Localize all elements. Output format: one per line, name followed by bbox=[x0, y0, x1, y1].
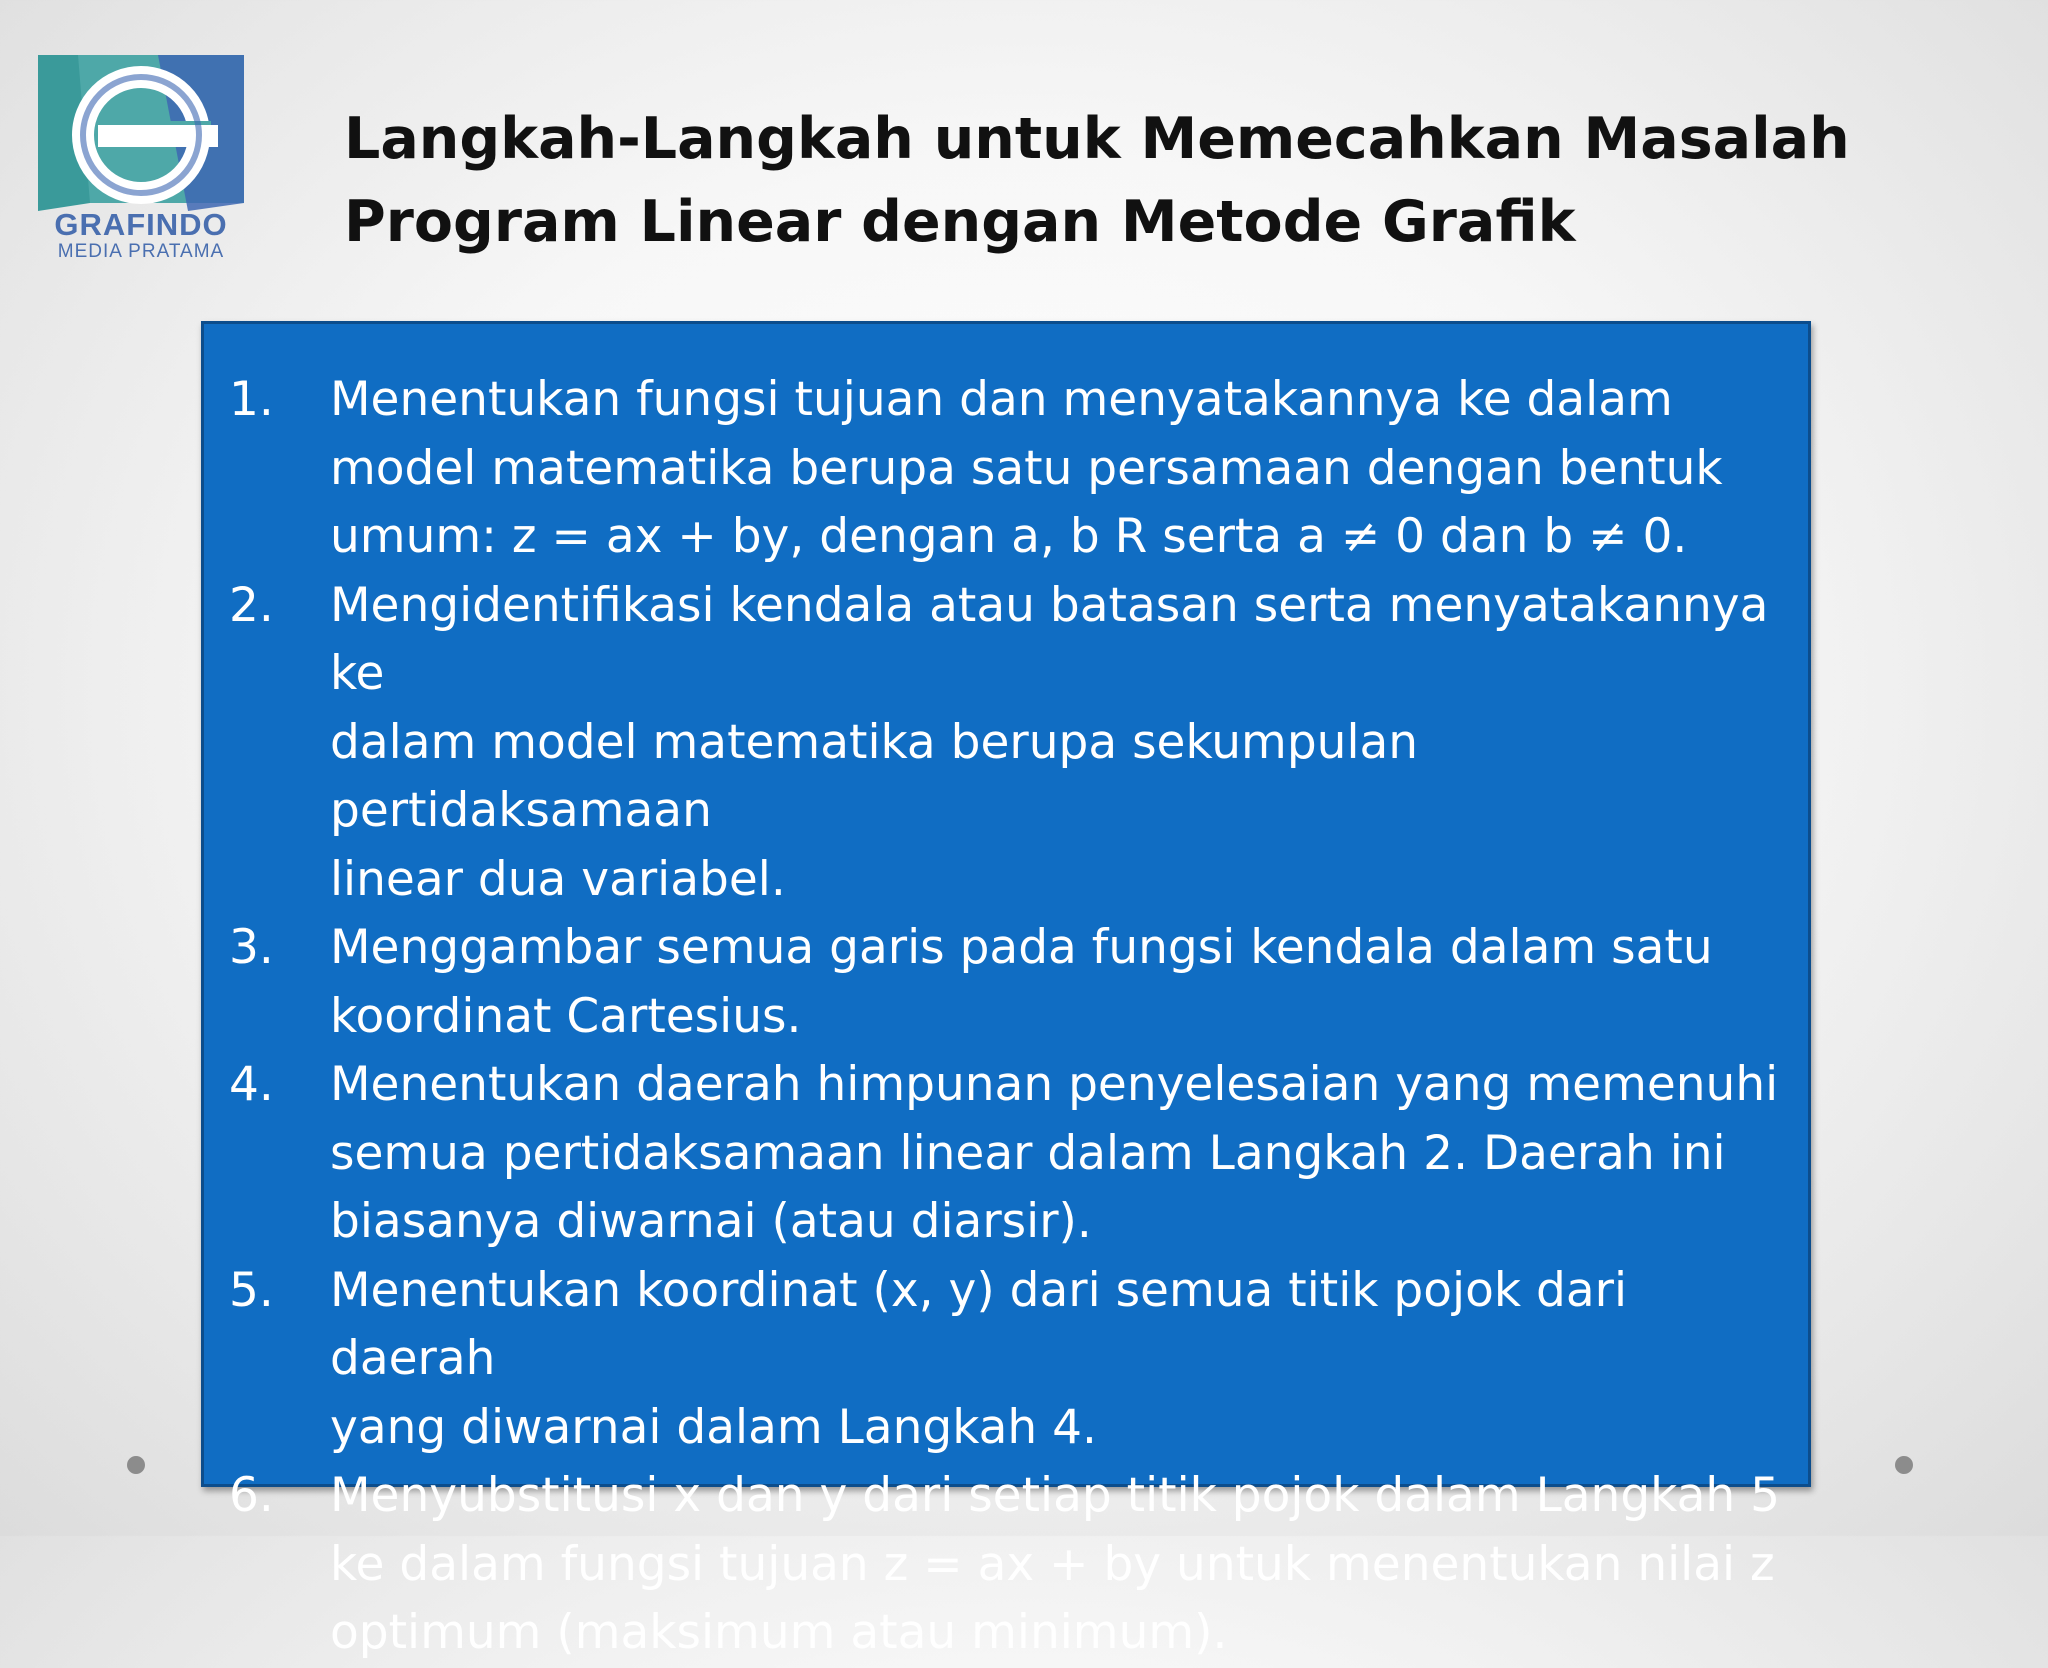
logo-subtitle: MEDIA PRATAMA bbox=[57, 241, 225, 262]
step-number: 1. bbox=[229, 372, 274, 427]
step-item bbox=[204, 1462, 1808, 1668]
step-item bbox=[204, 1257, 1808, 1463]
step-number: 6. bbox=[229, 1468, 274, 1523]
decorative-dot-right bbox=[1895, 1456, 1913, 1474]
step-number: 2. bbox=[229, 577, 274, 633]
decorative-dot-left bbox=[127, 1456, 145, 1474]
steps-content-box bbox=[201, 321, 1811, 1660]
step-text: Menentukan fungsi tujuan dan menyatakannya ke dalam model matematika berupa satu persamaan dengan bentuk umum: z = ax + by, dengan a, b R serta a ≠ 0 dan b ≠ 0. bbox=[330, 372, 1723, 564]
grafindo-logo-icon bbox=[38, 55, 244, 225]
step-text: Menentukan daerah himpunan penyelesaian yang memenuhi semua pertidaksamaan linear dalam Langkah 2. Daerah ini biasanya diwarnai (atau diarsir). bbox=[330, 1057, 1779, 1249]
grafindo-logo bbox=[38, 55, 244, 260]
step-item bbox=[204, 1051, 1808, 1257]
step-item bbox=[204, 914, 1808, 1051]
step-number: 4. bbox=[229, 1057, 274, 1112]
slide-title-line-1: Langkah-Langkah untuk Memecahkan Masalah bbox=[344, 106, 1850, 172]
step-number: 3. bbox=[229, 920, 274, 975]
slide-title-line-2: Program Linear dengan Metode Grafik bbox=[344, 189, 1576, 255]
step-text: Mengidentifikasi kendala atau batasan serta menyatakannya ke dalam model matematika berupa sekumpulan pertidaksamaan linear dua variabel. bbox=[330, 577, 1769, 907]
step-item bbox=[204, 572, 1808, 915]
steps-list bbox=[204, 366, 1808, 1668]
logo-name: GRAFINDO bbox=[54, 207, 228, 242]
step-text: Menentukan koordinat (x, y) dari semua titik pojok dari daerah yang diwarnai dalam Langkah 4. bbox=[330, 1262, 1627, 1455]
step-text: Menggambar semua garis pada fungsi kendala dalam satu koordinat Cartesius. bbox=[330, 920, 1713, 1044]
step-number: 5. bbox=[229, 1262, 274, 1318]
step-text: Menyubstitusi x dan y dari setiap titik pojok dalam Langkah 5 ke dalam fungsi tujuan z = ax + by untuk menentukan nilai z optimum (maksimum atau minimum). bbox=[330, 1468, 1781, 1660]
slide-title bbox=[344, 98, 1944, 264]
step-item bbox=[204, 366, 1808, 572]
